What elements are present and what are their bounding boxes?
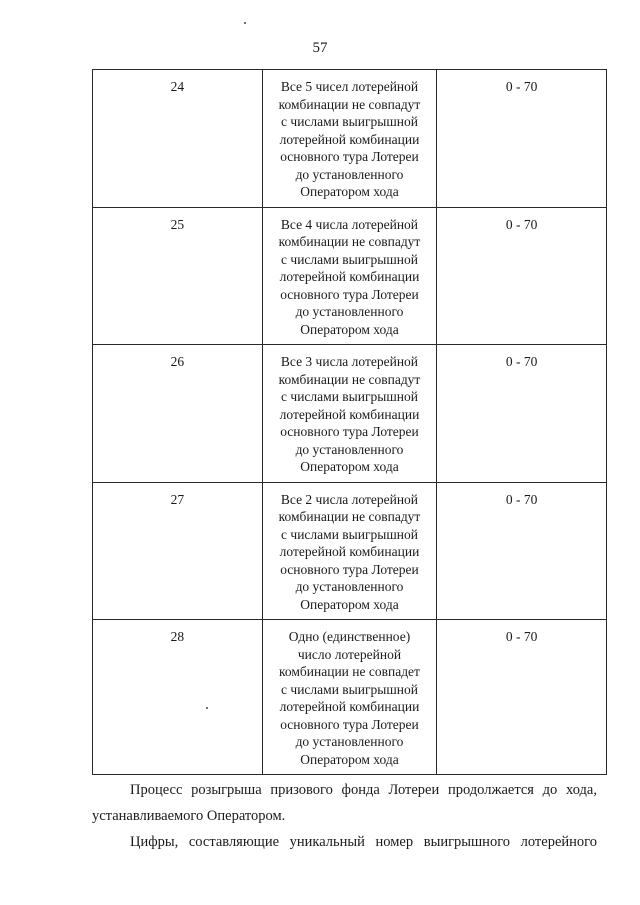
condition-line: лотерейной комбинации <box>279 544 420 559</box>
condition-cell <box>262 207 437 345</box>
table-row <box>93 620 607 775</box>
condition-line: с числами выигрышной <box>281 526 418 542</box>
row-number-cell: 27 <box>93 482 263 620</box>
prize-table <box>92 69 607 775</box>
condition-line: основного тура Лотереи <box>280 286 419 302</box>
scan-speck <box>206 707 208 709</box>
condition-cell <box>262 70 437 208</box>
range-cell: 0 - 70 <box>437 620 607 775</box>
prize-table-body <box>93 70 607 775</box>
condition-cell <box>262 345 437 483</box>
condition-line: Все 3 числа лотерейной <box>280 354 419 369</box>
condition-line: с числами выигрышной <box>281 251 418 267</box>
table-row <box>93 70 607 208</box>
paragraph-ticket-number: Цифры, составляющие уникальный номер выигрышного лотерейного <box>130 834 597 850</box>
condition-line: Оператором хода <box>300 751 399 767</box>
row-number-cell: 26 <box>93 345 263 483</box>
condition-line: Оператором хода <box>300 596 399 612</box>
condition-line: с числами выигрышной <box>281 681 418 697</box>
range-cell: 0 - 70 <box>437 207 607 345</box>
paragraph-draw-process: Процесс розыгрыша призового фонда Лотереи продолжается до хода, устанавливаемого Оператором. <box>92 782 597 824</box>
table-row <box>93 345 607 483</box>
condition-line: комбинации не совпадут <box>278 96 421 112</box>
condition-line: основного тура Лотереи <box>280 716 419 732</box>
condition-line: до установленного <box>295 579 404 594</box>
condition-line: с числами выигрышной <box>281 389 418 404</box>
condition-line: Все 4 числа лотерейной <box>280 216 419 232</box>
condition-line: Одно (единственное) <box>288 629 411 644</box>
condition-line: комбинации не совпадут <box>278 509 421 524</box>
condition-line: Оператором хода <box>300 321 399 337</box>
range-cell: 0 - 70 <box>437 482 607 620</box>
condition-line: число лотерейной <box>297 646 402 662</box>
row-number-cell: 24 <box>93 70 263 208</box>
condition-line: лотерейной комбинации <box>279 269 420 284</box>
condition-line: Оператором хода <box>300 184 399 199</box>
condition-line: лотерейной комбинации <box>279 131 420 147</box>
condition-line: до установленного <box>295 166 404 182</box>
condition-line: основного тура Лотереи <box>280 424 419 439</box>
condition-line: лотерейной комбинации <box>279 699 420 714</box>
condition-line: основного тура Лотереи <box>280 561 419 577</box>
condition-line: комбинации не совпадет <box>279 664 420 679</box>
condition-line: до установленного <box>295 441 404 457</box>
scan-speck <box>244 22 246 24</box>
table-row <box>93 207 607 345</box>
range-cell: 0 - 70 <box>437 345 607 483</box>
condition-line: комбинации не совпадут <box>278 234 421 249</box>
condition-cell <box>262 620 437 775</box>
row-number-cell: 25 <box>93 207 263 345</box>
condition-line: до установленного <box>295 304 404 319</box>
condition-cell <box>262 482 437 620</box>
page-number: 57 <box>312 40 328 56</box>
condition-line: Все 5 чисел лотерейной <box>280 79 419 94</box>
condition-line: с числами выигрышной <box>281 114 418 129</box>
condition-line: Все 2 числа лотерейной <box>280 491 419 507</box>
range-cell: 0 - 70 <box>437 70 607 208</box>
condition-line: основного тура Лотереи <box>280 149 419 164</box>
row-number-cell: 28 <box>93 620 263 775</box>
condition-line: Оператором хода <box>300 459 399 474</box>
condition-line: лотерейной комбинации <box>279 406 420 422</box>
condition-line: до установленного <box>295 734 404 749</box>
table-row <box>93 482 607 620</box>
condition-line: комбинации не совпадут <box>278 371 421 387</box>
